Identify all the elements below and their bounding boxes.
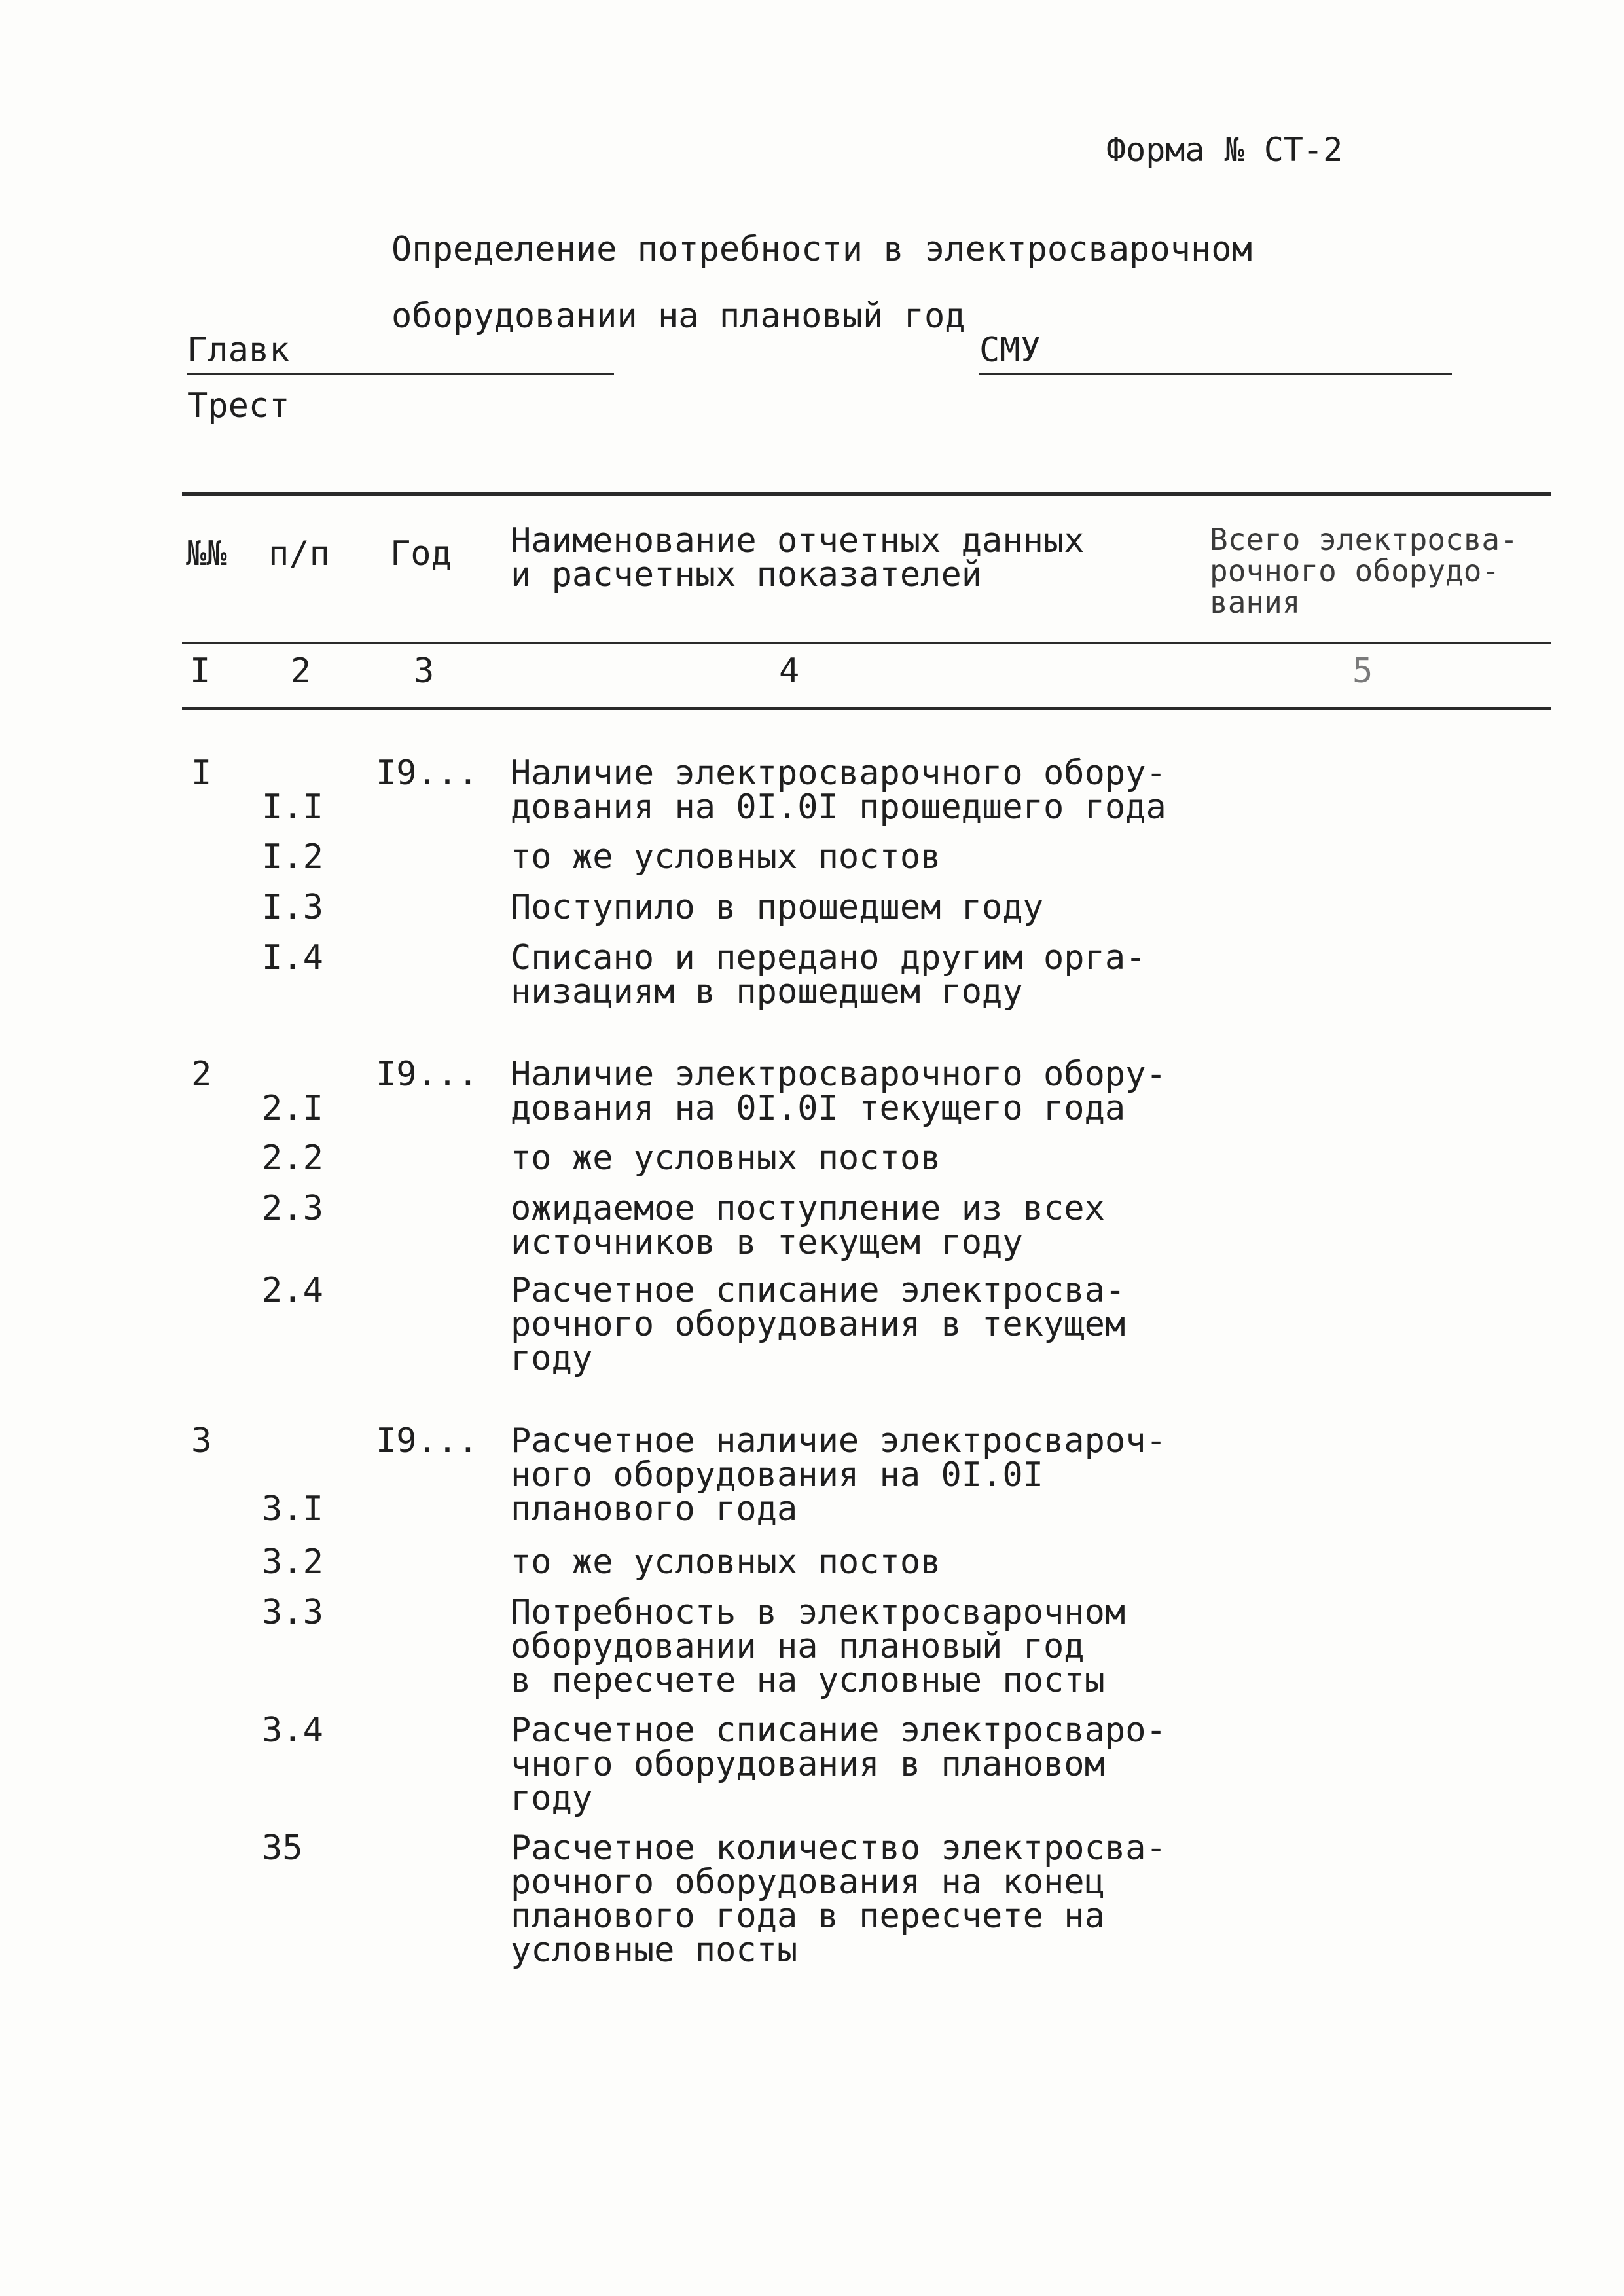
row-1-num: I [191, 754, 212, 793]
colnum-1: I [190, 651, 211, 691]
row-1-3-text: Поступило в прошедшем году [511, 888, 1043, 927]
row-1-1-sub: I.I [262, 788, 323, 827]
row-3-5-sub: 35 [262, 1829, 303, 1868]
row-2-4-text: Расчетное списание электросва- рочного оборудования в текущем году [511, 1271, 1126, 1378]
glavk-label: Главк [187, 331, 290, 370]
row-3-3-sub: 3.3 [262, 1593, 323, 1632]
row-2-1-sub: 2.I [262, 1089, 323, 1128]
row-1-year: I9... [376, 754, 478, 793]
colnum-bottom-rule [182, 707, 1551, 710]
row-3-5-text: Расчетное количество электросва- рочного оборудования на конец планового года в пересчете на условные посты [511, 1829, 1166, 1970]
table-top-rule [182, 492, 1551, 496]
row-2-text: Наличие электросварочного обору- [511, 1055, 1166, 1094]
row-3-1-sub: 3.I [262, 1489, 323, 1529]
header-bottom-rule [182, 642, 1551, 644]
row-2-2-sub: 2.2 [262, 1139, 323, 1178]
row-2-3-text: ожидаемое поступление из всех источников в текущем году [511, 1189, 1105, 1262]
row-1-4-text: Списано и передано другим орга- низациям в прошедшем году [511, 938, 1146, 1011]
row-1-3-sub: I.3 [262, 888, 323, 927]
row-2-num: 2 [191, 1055, 212, 1094]
row-3-num: 3 [191, 1421, 212, 1461]
row-3-2-text: то же условных постов [511, 1542, 941, 1582]
row-3-text: Расчетное наличие электросвароч- ного оборудования на 0I.0I [511, 1421, 1166, 1495]
row-2-1-text: дования на 0I.0I текущего года [511, 1089, 1126, 1128]
smu-field-line[interactable] [979, 373, 1452, 375]
row-1-2-text: то же условных постов [511, 837, 941, 877]
colnum-3: 3 [414, 651, 435, 691]
header-col-4: Наименование отчетных данных и расчетных показателей [511, 521, 1085, 594]
row-3-4-sub: 3.4 [262, 1711, 323, 1750]
glavk-field-line[interactable] [187, 373, 614, 375]
row-2-3-sub: 2.3 [262, 1189, 323, 1228]
row-3-2-sub: 3.2 [262, 1542, 323, 1582]
trest-label: Трест [187, 386, 290, 426]
header-col-2: п/п [268, 534, 330, 574]
row-2-year: I9... [376, 1055, 478, 1094]
row-1-1-text: дования на 0I.0I прошедшего года [511, 788, 1166, 827]
header-col-3: Год [390, 534, 452, 574]
smu-label: СМУ [979, 331, 1041, 370]
colnum-5: 5 [1352, 651, 1373, 691]
colnum-2: 2 [291, 651, 312, 691]
document-title: Определение потребности в электросварочном оборудовании на плановый год [391, 230, 1252, 336]
row-3-4-text: Расчетное списание электросваро- чного оборудования в плановом году [511, 1711, 1166, 1818]
row-3-1-text: планового года [511, 1489, 798, 1529]
form-number: Форма № СТ-2 [1106, 131, 1343, 169]
header-col-5: Всего электросва- рочного оборудо- вания [1210, 522, 1518, 620]
row-2-4-sub: 2.4 [262, 1271, 323, 1310]
row-2-2-text: то же условных постов [511, 1139, 941, 1178]
colnum-4: 4 [779, 651, 800, 691]
row-1-4-sub: I.4 [262, 938, 323, 977]
row-1-2-sub: I.2 [262, 837, 323, 877]
row-1-text: Наличие электросварочного обору- [511, 754, 1166, 793]
header-col-1: №№ [186, 534, 227, 574]
row-3-3-text: Потребность в электросварочном оборудовании на плановый год в пересчете на условные посты [511, 1593, 1126, 1700]
row-3-year: I9... [376, 1421, 478, 1461]
